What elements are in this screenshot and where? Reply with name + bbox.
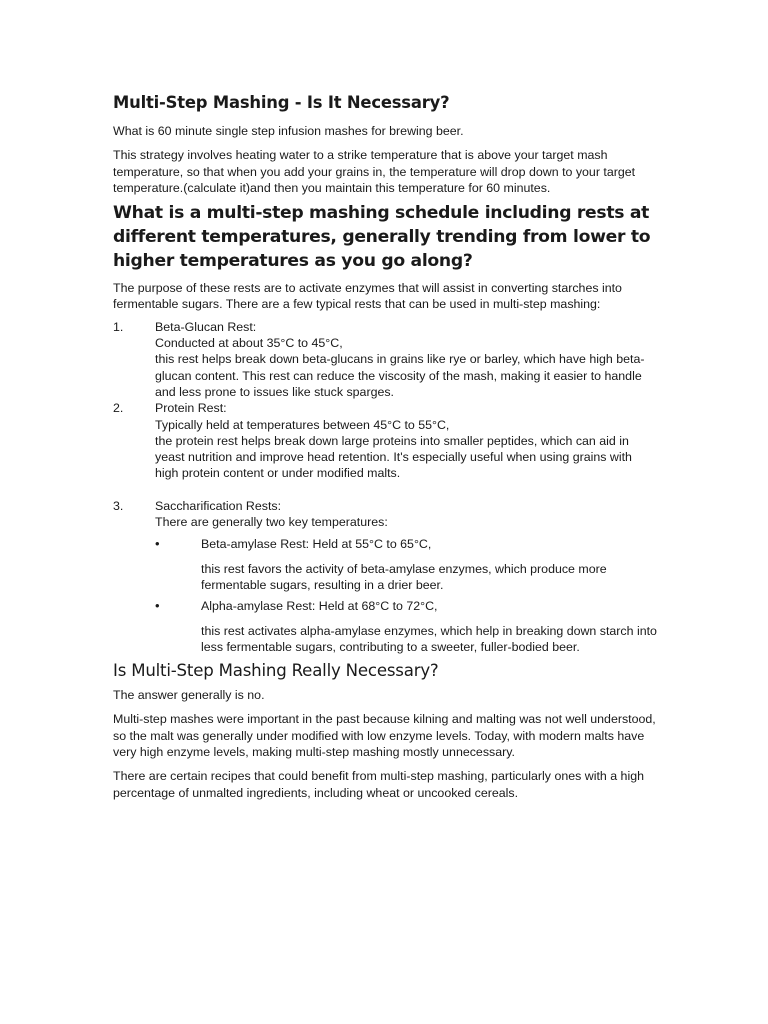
- intro-strategy: This strategy involves heating water to a strike temperature that is above your target mash temperature, so that when you add your grains in, the temperature will drop down to your target temperature.(calculate it)and then you maintain this temperature for 60 minutes.: [113, 148, 636, 195]
- document-page: [113, 92, 658, 801]
- rest-description: the protein rest helps break down large proteins into smaller peptides, which can aid in yeast nutrition and improve head retention. It's especially useful when using grains with high protein content or under modified malts.: [155, 433, 632, 481]
- rest-name: Protein Rest:: [155, 401, 227, 416]
- rest-temperature: There are generally two key temperatures:: [155, 515, 388, 530]
- bullet-icon: •: [155, 536, 160, 552]
- sub-item-label: Beta-amylase Rest: Held at 55°C to 65°C,: [201, 537, 432, 552]
- necessity-answer: The answer generally is no.: [113, 688, 265, 703]
- saccharification-sublist: [155, 536, 658, 655]
- rest-temperature: Conducted at about 35°C to 45°C,: [155, 336, 343, 351]
- list-spacer: [155, 482, 658, 498]
- sub-item-description: this rest activates alpha-amylase enzymes, which help in breaking down starch into less fermentable sugars, contributing to a sweeter, fuller-bodied beer.: [201, 623, 657, 654]
- necessity-history: Multi-step mashes were important in the past because kilning and malting was not well understood, so the malt was generally under modified with low enzyme levels. Today, with modern malts have very high enzyme levels, making multi-step mashing mostly unnecessary.: [113, 712, 656, 760]
- rest-item-protein: [113, 400, 658, 497]
- rest-number: 1.: [113, 319, 124, 334]
- sub-item-beta-amylase: [155, 536, 658, 593]
- schedule-heading: What is a multi-step mashing schedule including rests at different temperatures, generally trending from lower to higher temperatures as you go along?: [113, 203, 651, 272]
- bullet-icon: •: [155, 598, 160, 614]
- rest-name: Beta-Glucan Rest:: [155, 319, 257, 334]
- rests-list: [113, 319, 658, 655]
- schedule-purpose: The purpose of these rests are to activate enzymes that will assist in converting starches into fermentable sugars. There are a few typical rests that can be used in multi-step mashing:: [113, 281, 622, 312]
- necessity-heading: Is Multi-Step Mashing Really Necessary?: [113, 661, 439, 681]
- rest-temperature: Typically held at temperatures between 45°C to 55°C,: [155, 417, 450, 432]
- rest-item-saccharification: [113, 498, 658, 655]
- rest-number: 2.: [113, 401, 124, 416]
- necessity-exceptions: There are certain recipes that could benefit from multi-step mashing, particularly ones with a high percentage of unmalted ingredients, including wheat or uncooked cereals.: [113, 769, 644, 800]
- rest-name: Saccharification Rests:: [155, 498, 282, 513]
- rest-number: 3.: [113, 498, 124, 513]
- sub-item-description: this rest favors the activity of beta-amylase enzymes, which produce more fermentable sugars, resulting in a drier beer.: [201, 561, 607, 592]
- sub-item-alpha-amylase: [155, 598, 658, 655]
- rest-item-beta-glucan: [113, 319, 658, 400]
- sub-item-label: Alpha-amylase Rest: Held at 68°C to 72°C,: [201, 599, 438, 614]
- document-title: Multi-Step Mashing - Is It Necessary?: [113, 93, 450, 112]
- intro-question: What is 60 minute single step infusion mashes for brewing beer.: [113, 124, 464, 138]
- rest-description: this rest helps break down beta-glucans in grains like rye or barley, which have high beta-glucan content. This rest can reduce the viscosity of the mash, making it easier to handle and less prone to issues like stuck sparges.: [155, 352, 645, 399]
